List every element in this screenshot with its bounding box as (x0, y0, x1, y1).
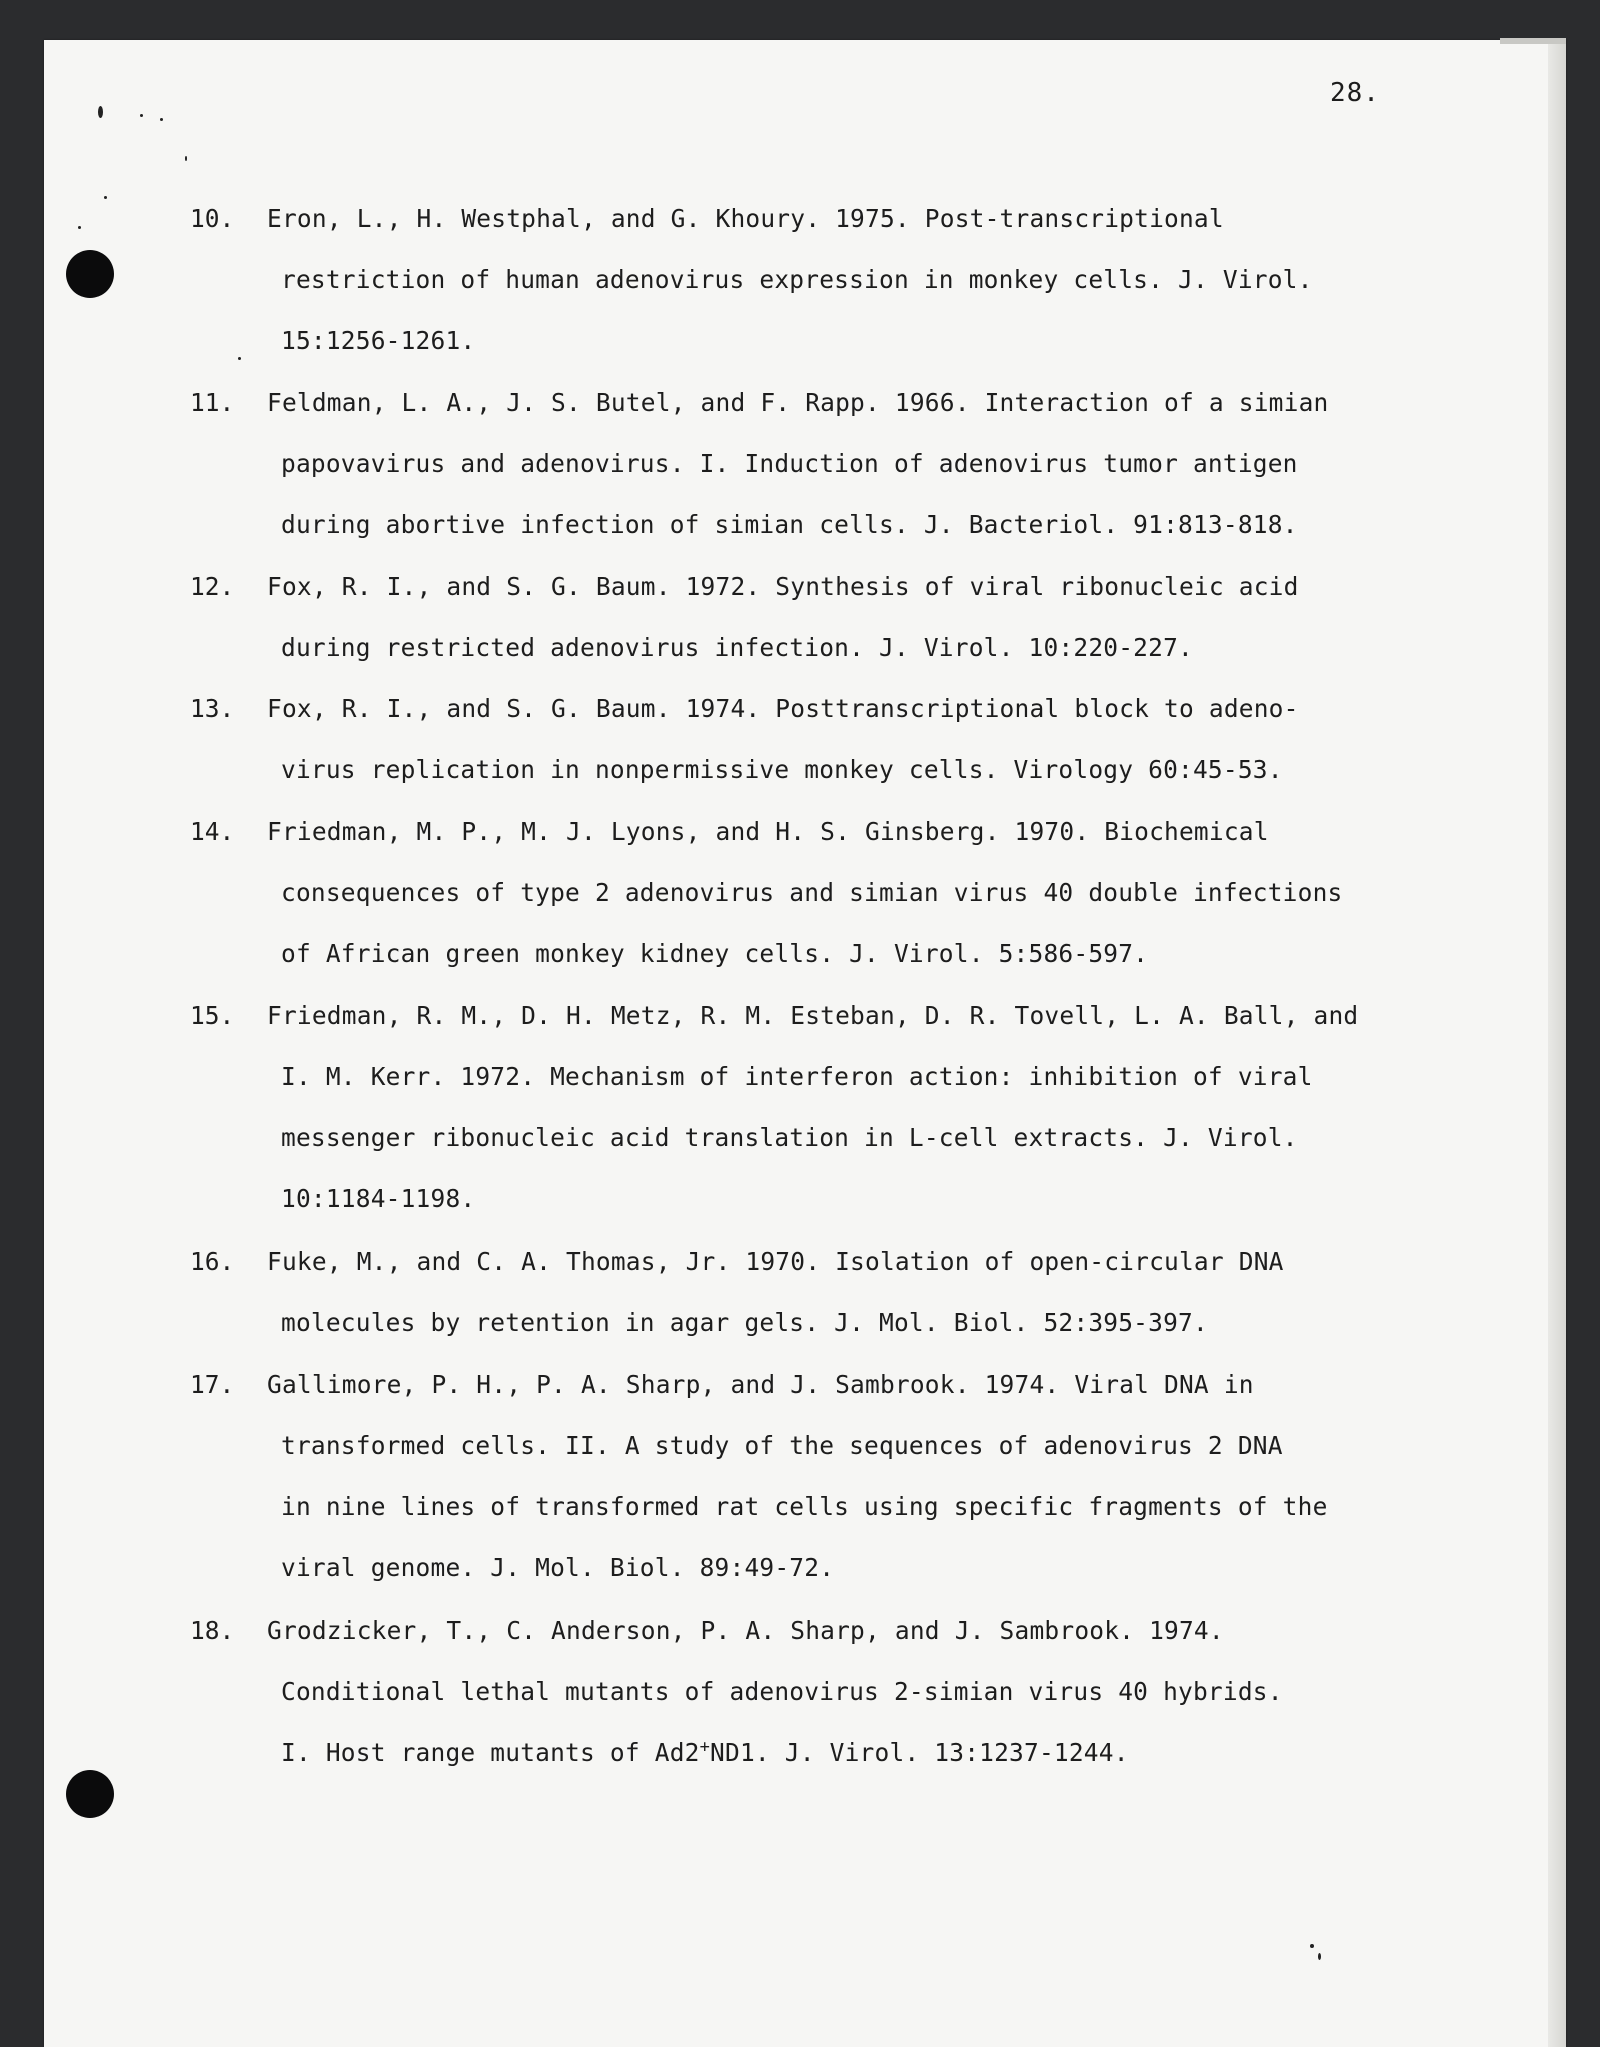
reference-number: 11. (190, 388, 235, 417)
reference-line: virus replication in nonpermissive monkey cells. Virology 60:45-53. (281, 755, 1283, 784)
reference-number: 15. (190, 1001, 235, 1030)
reference-line: transformed cells. II. A study of the sequences of adenovirus 2 DNA (281, 1431, 1283, 1460)
reference-line: during restricted adenovirus infection. J. Virol. 10:220-227. (281, 633, 1193, 662)
reference-line: I. M. Kerr. 1972. Mechanism of interferon action: inhibition of viral (281, 1062, 1313, 1091)
reference-line: viral genome. J. Mol. Biol. 89:49-72. (281, 1553, 835, 1582)
reference-line: 15:1256-1261. (281, 326, 476, 355)
reference-number: 13. (190, 694, 235, 723)
reference-line: restriction of human adenovirus expression in monkey cells. J. Virol. (281, 265, 1313, 294)
reference-line: Friedman, R. M., D. H. Metz, R. M. Esteban, D. R. Tovell, L. A. Ball, and (267, 1001, 1359, 1030)
reference-line: molecules by retention in agar gels. J. Mol. Biol. 52:395-397. (281, 1308, 1208, 1337)
reference-line-tail: ND1. J. Virol. 13:1237-1244. (710, 1738, 1129, 1767)
reference-line: 10:1184-1198. (281, 1184, 476, 1213)
reference-line: Grodzicker, T., C. Anderson, P. A. Sharp, and J. Sambrook. 1974. (267, 1616, 1224, 1645)
reference-line: in nine lines of transformed rat cells using specific fragments of the (281, 1492, 1328, 1521)
reference-line: messenger ribonucleic acid translation in L-cell extracts. J. Virol. (281, 1123, 1298, 1152)
page-number: 28. (1330, 78, 1380, 108)
reference-line: Feldman, L. A., J. S. Butel, and F. Rapp. 1966. Interaction of a simian (267, 388, 1329, 417)
reference-line: Fox, R. I., and S. G. Baum. 1972. Synthesis of viral ribonucleic acid (267, 572, 1299, 601)
reference-line: Friedman, M. P., M. J. Lyons, and H. S. Ginsberg. 1970. Biochemical (267, 817, 1269, 846)
reference-line (281, 1738, 1129, 1767)
reference-number: 14. (190, 817, 235, 846)
reference-line: Fox, R. I., and S. G. Baum. 1974. Posttranscriptional block to adeno- (267, 694, 1299, 723)
reference-number: 17. (190, 1370, 235, 1399)
reference-line-text: I. Host range mutants of Ad2 (281, 1738, 700, 1767)
reference-line: Gallimore, P. H., P. A. Sharp, and J. Sambrook. 1974. Viral DNA in (267, 1370, 1254, 1399)
reference-number: 16. (190, 1247, 235, 1276)
reference-number: 10. (190, 204, 235, 233)
reference-line: papovavirus and adenovirus. I. Induction of adenovirus tumor antigen (281, 449, 1298, 478)
reference-line: Conditional lethal mutants of adenovirus 2-simian virus 40 hybrids. (281, 1677, 1283, 1706)
reference-number: 12. (190, 572, 235, 601)
reference-line: during abortive infection of simian cells. J. Bacteriol. 91:813-818. (281, 510, 1298, 539)
reference-line: consequences of type 2 adenovirus and simian virus 40 double infections (281, 878, 1343, 907)
reference-line: Fuke, M., and C. A. Thomas, Jr. 1970. Isolation of open-circular DNA (267, 1247, 1284, 1276)
superscript-plus: + (699, 1736, 711, 1757)
reference-line: of African green monkey kidney cells. J. Virol. 5:586-597. (281, 939, 1149, 968)
reference-line: Eron, L., H. Westphal, and G. Khoury. 1975. Post-transcriptional (267, 204, 1224, 233)
reference-number: 18. (190, 1616, 235, 1645)
